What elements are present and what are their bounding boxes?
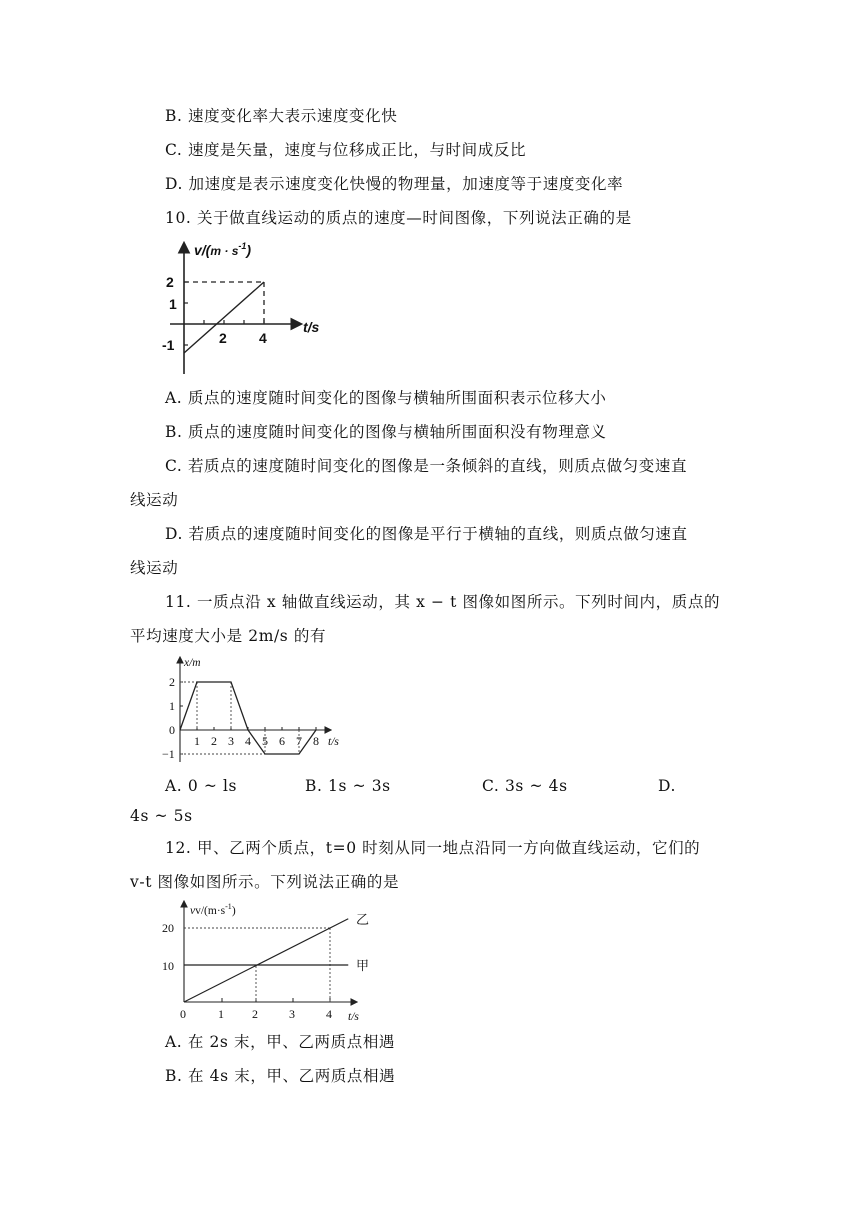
q12-stem-line1: 12. 甲、乙两个质点，t=0 时刻从同一地点沿同一方向做直线运动，它们的: [165, 839, 701, 857]
q11-option-c: C. 3s ~ 4s: [482, 777, 568, 795]
q12-x-axis-label: t/s: [348, 1011, 359, 1023]
q12-x-tick-3: 3: [289, 1007, 295, 1021]
q12-stem-line2: v-t 图像如图所示。下列说法正确的是: [130, 873, 400, 891]
q11-x-tick-4: 4: [245, 734, 251, 748]
q11-option-d-label: D.: [658, 777, 677, 795]
q12-legend-yi: 乙: [356, 912, 370, 927]
q12-option-b: B. 在 4s 末，甲、乙两质点相遇: [165, 1067, 396, 1085]
q10-y-tick-2: 2: [166, 274, 174, 290]
q11-y-tick-1: 1: [169, 699, 175, 713]
q11-xt-graph: [160, 652, 360, 764]
q10-option-a: A. 质点的速度随时间变化的图像与横轴所围面积表示位移大小: [165, 389, 607, 407]
q11-stem-line2: 平均速度大小是 2m/s 的有: [130, 627, 327, 645]
q11-x-tick-2: 2: [211, 734, 217, 748]
q10-option-b: B. 质点的速度随时间变化的图像与横轴所围面积没有物理意义: [165, 423, 607, 441]
q9-option-c: C. 速度是矢量，速度与位移成正比，与时间成反比: [165, 141, 527, 159]
q9-option-d: D. 加速度是表示速度变化快慢的物理量，加速度等于速度变化率: [165, 175, 624, 193]
q9-option-b: B. 速度变化率大表示速度变化快: [165, 107, 398, 125]
q11-y-tick-2: 2: [169, 675, 175, 689]
q10-option-d-line1: D. 若质点的速度随时间变化的图像是平行于横轴的直线，则质点做匀速直: [165, 525, 688, 543]
q12-x-tick-2: 2: [252, 1007, 258, 1021]
q11-x-tick-1: 1: [194, 734, 200, 748]
q10-y-axis-label: $v/(m \cdot s^{-1})$: [194, 241, 252, 258]
q11-y-tick-0: 0: [169, 723, 175, 737]
q10-y-tick-neg1: -1: [162, 337, 175, 353]
q12-series-yi-line: [184, 919, 348, 1002]
q11-x-tick-8: 8: [313, 734, 319, 748]
q10-x-tick-2: 2: [219, 330, 227, 346]
q12-x-tick-0: 0: [180, 1007, 186, 1021]
q10-option-c-line1: C. 若质点的速度随时间变化的图像是一条倾斜的直线，则质点做匀变速直: [165, 457, 688, 475]
q11-option-d-value: 4s ~ 5s: [130, 807, 193, 825]
q12-x-tick-4: 4: [326, 1007, 332, 1021]
q12-y-tick-10: 10: [162, 959, 174, 973]
q11-option-b: B. 1s ~ 3s: [305, 777, 391, 795]
q10-stem: 10. 关于做直线运动的质点的速度—时间图像，下列说法正确的是: [165, 209, 632, 227]
q11-y-axis-label: x/m: [184, 657, 201, 669]
q11-option-a: A. 0 ~ ls: [165, 777, 238, 795]
q12-option-a: A. 在 2s 末，甲、乙两质点相遇: [165, 1033, 396, 1051]
q10-option-d-line2: 线运动: [130, 559, 179, 577]
q12-legend-jia: 甲: [356, 958, 370, 973]
q12-vt-graph: [160, 898, 380, 1023]
q12-y-axis-label-text: v/(m·s: [195, 905, 226, 917]
q12-y-axis-label: $vv/(m\cdot s^{-1})$: [190, 902, 236, 917]
q11-stem-line1: 11. 一质点沿 x 轴做直线运动，其 x − t 图像如图所示。下列时间内，质点的: [165, 593, 721, 611]
q12-y-tick-20: 20: [162, 921, 174, 935]
q11-x-axis-label: t/s: [328, 736, 339, 748]
q11-x-tick-5: 5: [262, 734, 268, 748]
q10-option-c-line2: 线运动: [130, 491, 179, 509]
q11-x-tick-7: 7: [296, 734, 302, 748]
q10-y-tick-1: 1: [169, 296, 177, 312]
q11-y-tick-neg1: −1: [162, 747, 175, 761]
q11-x-tick-3: 3: [228, 734, 234, 748]
q10-x-tick-4: 4: [259, 330, 267, 346]
q10-x-axis-label: t/s: [303, 319, 320, 335]
q12-x-tick-1: 1: [218, 1007, 224, 1021]
q10-vt-graph: [160, 236, 340, 378]
q11-x-tick-6: 6: [279, 734, 285, 748]
